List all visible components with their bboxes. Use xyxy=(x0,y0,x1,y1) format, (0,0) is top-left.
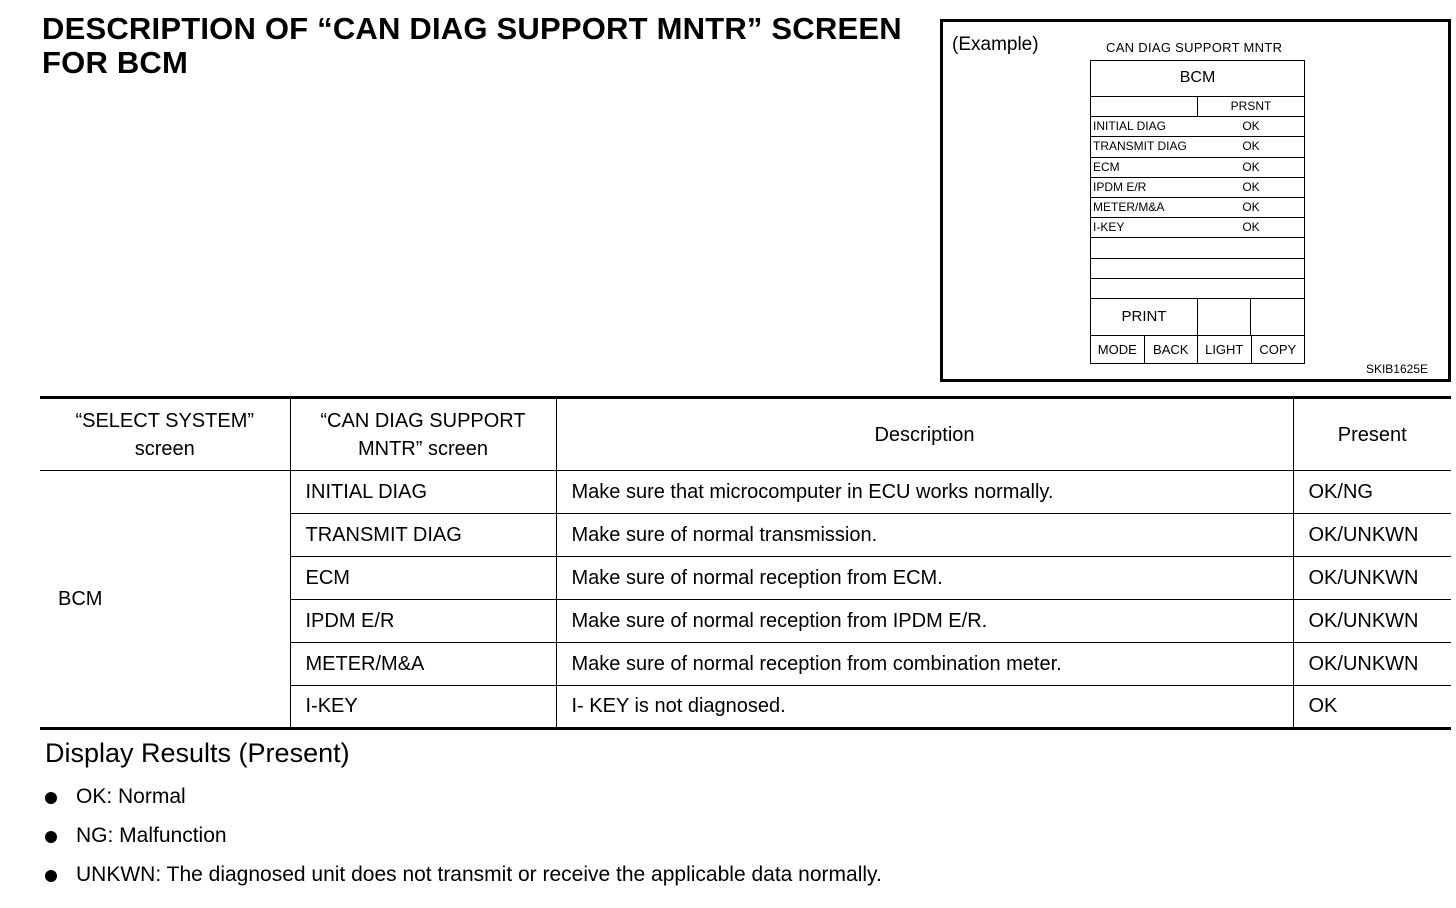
header-select-system: “SELECT SYSTEM” screen xyxy=(40,398,290,471)
figure-id: SKIB1625E xyxy=(1365,362,1428,376)
monitor-print-row xyxy=(1091,299,1304,336)
description-cell: Make sure of normal reception from IPDM E/R. xyxy=(556,600,1293,643)
item-cell: TRANSMIT DIAG xyxy=(290,514,556,557)
item-cell: INITIAL DIAG xyxy=(290,471,556,514)
header-description: Description xyxy=(556,398,1293,471)
header-present: Present xyxy=(1293,398,1451,471)
light-button[interactable]: LIGHT xyxy=(1198,336,1252,363)
copy-button[interactable]: COPY xyxy=(1259,341,1297,357)
monitor-row xyxy=(1091,198,1304,218)
list-item xyxy=(45,862,882,901)
monitor-header: BCM xyxy=(1091,61,1304,97)
monitor-row xyxy=(1091,158,1304,178)
monitor-row-item: ECM xyxy=(1093,159,1120,174)
present-cell: OK/UNKWN xyxy=(1293,557,1451,600)
description-cell: I- KEY is not diagnosed. xyxy=(556,686,1293,729)
present-cell: OK/UNKWN xyxy=(1293,514,1451,557)
monitor-row-value: OK xyxy=(1242,179,1260,194)
bullet-icon xyxy=(45,792,57,804)
list-item-text: UNKWN: The diagnosed unit does not transmit or receive the applicable data normally. xyxy=(76,863,882,886)
monitor-row-item: TRANSMIT DIAG xyxy=(1093,139,1187,154)
table-header-row xyxy=(40,398,1451,471)
print-button[interactable]: PRINT xyxy=(1091,299,1198,335)
mode-button[interactable]: MODE xyxy=(1091,336,1145,363)
present-cell: OK/UNKWN xyxy=(1293,643,1451,686)
monitor-empty-row xyxy=(1091,259,1304,279)
monitor-row-item: IPDM E/R xyxy=(1093,179,1147,194)
monitor-row-item: INITIAL DIAG xyxy=(1093,119,1166,134)
monitor-button-bar xyxy=(1091,336,1304,364)
item-cell: METER/M&A xyxy=(290,643,556,686)
bullet-icon xyxy=(45,870,57,882)
header-can-diag: “CAN DIAG SUPPORT MNTR” screen xyxy=(290,398,556,471)
example-figure xyxy=(940,19,1451,382)
monitor-row-value: OK xyxy=(1242,159,1260,174)
figure-example-label: (Example) xyxy=(952,34,1039,55)
monitor-row xyxy=(1091,117,1304,137)
list-item xyxy=(45,823,882,862)
item-cell: ECM xyxy=(290,557,556,600)
description-cell: Make sure that microcomputer in ECU works normally. xyxy=(556,471,1293,514)
monitor-row-value: OK xyxy=(1242,119,1260,134)
results-title: Display Results (Present) xyxy=(45,738,350,768)
present-cell: OK xyxy=(1293,686,1451,729)
monitor-empty-row xyxy=(1091,279,1304,299)
item-cell: I-KEY xyxy=(290,686,556,729)
list-item-text: OK: Normal xyxy=(76,785,186,808)
monitor-screen xyxy=(1090,60,1305,364)
present-cell: OK/NG xyxy=(1293,471,1451,514)
bullet-icon xyxy=(45,831,57,843)
monitor-row-value: OK xyxy=(1242,220,1260,235)
results-list xyxy=(45,784,882,901)
present-cell: OK/UNKWN xyxy=(1293,600,1451,643)
monitor-row-item: I-KEY xyxy=(1093,220,1125,235)
monitor-row xyxy=(1091,218,1304,238)
system-cell: BCM xyxy=(40,471,290,729)
monitor-row-value: OK xyxy=(1242,199,1260,214)
monitor-col-prsnt: PRSNT xyxy=(1230,99,1272,113)
description-cell: Make sure of normal reception from combination meter. xyxy=(556,643,1293,686)
table-row xyxy=(40,471,1451,514)
description-table xyxy=(40,396,1451,730)
monitor-row-value: OK xyxy=(1242,139,1260,154)
figure-caption: CAN DIAG SUPPORT MNTR xyxy=(1106,40,1283,55)
monitor-column-header xyxy=(1091,97,1304,117)
page-title: DESCRIPTION OF “CAN DIAG SUPPORT MNTR” SCREEN FOR BCM xyxy=(42,11,902,80)
list-item-text: NG: Malfunction xyxy=(76,824,227,847)
description-cell: Make sure of normal transmission. xyxy=(556,514,1293,557)
monitor-row-item: METER/M&A xyxy=(1093,199,1165,214)
list-item xyxy=(45,784,882,823)
back-button[interactable]: BACK xyxy=(1145,336,1199,363)
monitor-row xyxy=(1091,178,1304,198)
monitor-empty-row xyxy=(1091,238,1304,258)
monitor-row xyxy=(1091,137,1304,157)
description-cell: Make sure of normal reception from ECM. xyxy=(556,557,1293,600)
item-cell: IPDM E/R xyxy=(290,600,556,643)
